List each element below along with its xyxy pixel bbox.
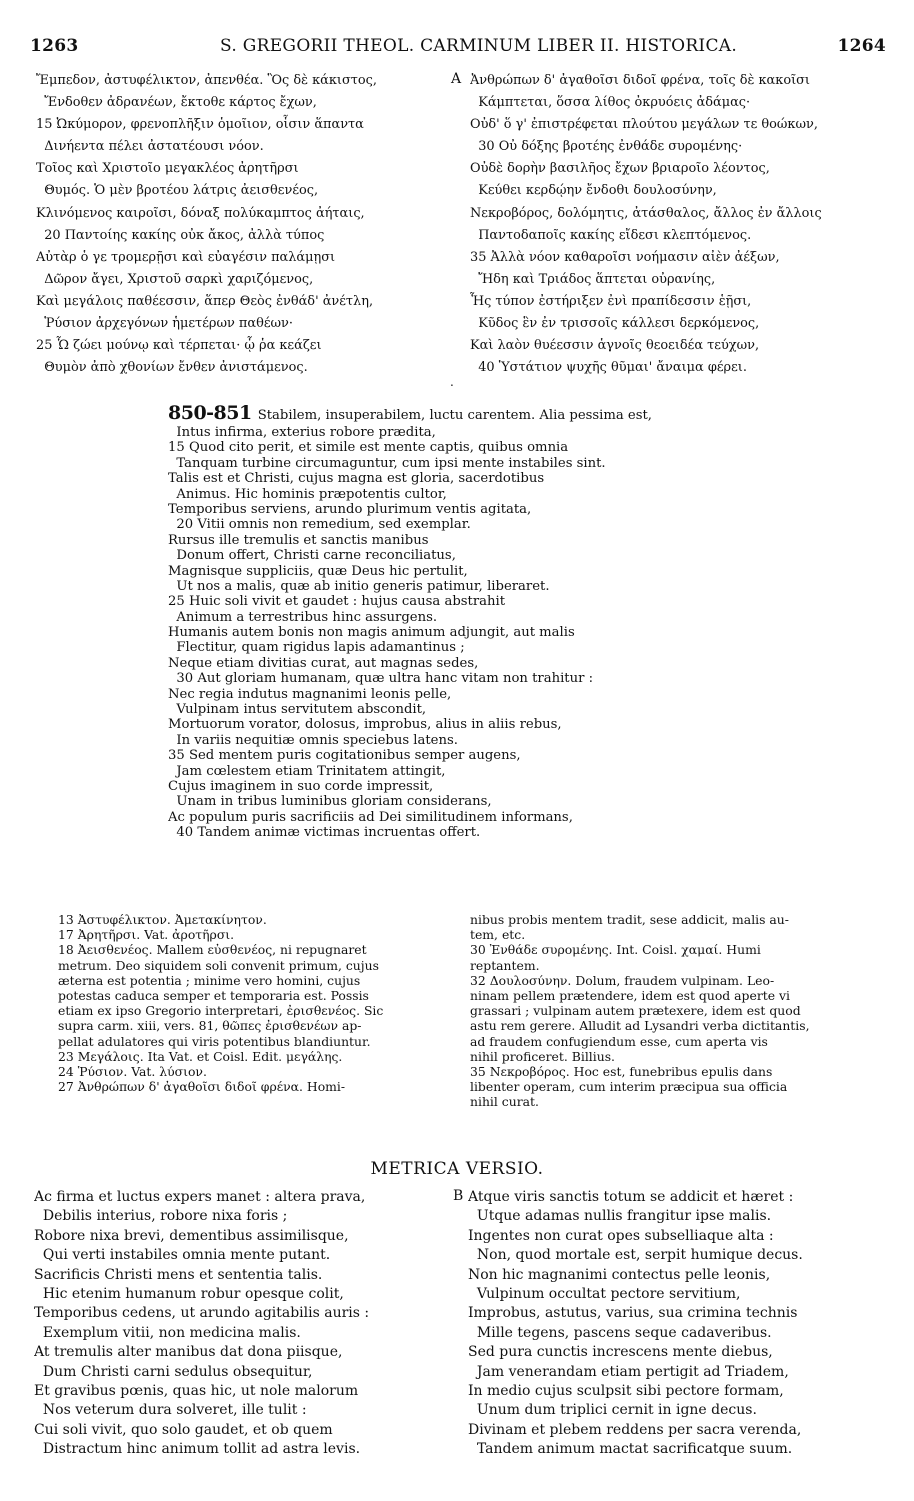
notes-column-left xyxy=(58,912,448,1094)
text-line: 30 Ἐνθάδε συρομένης. Int. Coisl. χαμαί. Humi xyxy=(470,942,761,958)
latin-translation xyxy=(168,404,888,841)
text-line: 24 Ῥύσιον. Vat. λύσιον. xyxy=(58,1063,207,1079)
text-line: Jam cœlestem etiam Trinitatem attingit, xyxy=(168,763,446,779)
latin-first-line xyxy=(168,404,888,425)
text-line: Dum Christi carni sedulus obsequitur, xyxy=(34,1363,313,1380)
section-marker-b: B xyxy=(453,1188,464,1204)
text-line: Debilis interius, robore nixa foris ; xyxy=(34,1208,288,1225)
text-line: 25 Huic soli vivit et gaudet : hujus causa abstrahit xyxy=(168,594,506,610)
text-line: Exemplum vitii, non medicina malis. xyxy=(34,1324,301,1341)
text-line: Animus. Hic hominis præpotentis cultor, xyxy=(168,486,447,502)
text-line: grassari ; vulpinam autem prætexere, idem est quod xyxy=(470,1003,801,1019)
text-line: Ἧς τύπον ἐστήριξεν ἐνὶ πραπίδεσσιν ἑῇσι, xyxy=(470,293,752,309)
text-line: Ac firma et luctus expers manet : altera prava, xyxy=(34,1189,366,1205)
text-line: Unum dum triplici cernit in igne decus. xyxy=(468,1402,757,1419)
text-line: 32 Δουλοσύνην. Dolum, fraudem vulpinam. Leo- xyxy=(470,972,775,988)
text-line: metrum. Deo siquidem soli convenit primum, cujus xyxy=(58,957,379,973)
text-line: Temporibus serviens, arundo plurimum ventis agitata, xyxy=(168,501,532,517)
text-line: Atque viris sanctis totum se addicit et hæret : xyxy=(468,1189,794,1205)
latin-lines xyxy=(168,425,888,841)
metrica-column-right xyxy=(468,1188,898,1459)
text-line: Mille tegens, pascens seque cadaveribus. xyxy=(468,1324,772,1341)
running-title: S. GREGORII THEOL. CARMINUM LIBER II. HISTORICA. xyxy=(220,36,738,56)
text-line: 23 Μεγάλοις. Ita Vat. et Coisl. Edit. μεγάλης. xyxy=(58,1048,343,1064)
text-line: 25 Ὧ ζώει μούνῳ καὶ τέρπεται· ᾧ ῥα κεάζει xyxy=(36,338,322,354)
text-line: nihil proficeret. Billius. xyxy=(470,1048,615,1064)
text-line: ad fraudem confugiendum esse, cum aperta vis xyxy=(470,1033,768,1049)
text-line: Κῦδος ἓν ἐν τρισσοῖς κάλλεσι δερκόμενος, xyxy=(470,316,760,332)
text-line: Cujus imaginem in suo corde impressit, xyxy=(168,778,434,794)
text-line: 35 Νεκροβόρος. Hoc est, funebribus epulis dans xyxy=(470,1063,773,1079)
text-line: 30 Aut gloriam humanam, quæ ultra hanc vitam non trahitur : xyxy=(168,671,594,687)
text-line: potestas caduca semper et temporaria est. Possis xyxy=(58,987,369,1003)
text-line: Παντοδαποῖς κακίης εἴδεσι κλεπτόμενος. xyxy=(470,227,752,243)
text-line: pellat adulatores qui viris potentibus blandiuntur. xyxy=(58,1033,371,1049)
text-line: In medio cujus sculpsit sibi pectore formam, xyxy=(468,1382,784,1399)
text-line: Κάμπτεται, ὅσσα λίθος ὀκρυόεις ἀδάμας· xyxy=(470,95,751,111)
text-line: Magnisque suppliciis, quæ Deus hic pertulit, xyxy=(168,563,468,579)
section-marker-a: A xyxy=(451,71,462,87)
text-line: Καὶ μεγάλοις παθέεσσιν, ἅπερ Θεὸς ἐνθάδ' ἀνέτλη, xyxy=(36,293,374,309)
text-line: Donum offert, Christi carne reconciliatus, xyxy=(168,548,456,564)
text-line: Οὐδὲ δορὴν βασιλῆος ἔχων βριαροῖο λέοντος, xyxy=(470,161,770,177)
text-line: Robore nixa brevi, dementibus assimilisque, xyxy=(34,1227,349,1244)
text-line: Talis est et Christi, cujus magna est gloria, sacerdotibus xyxy=(168,471,545,487)
text-line: Mortuorum vorator, dolosus, improbus, alius in aliis rebus, xyxy=(168,717,562,733)
text-line: Qui verti instabiles omnia mente putant. xyxy=(34,1247,331,1264)
text-line: Vulpinum occultat pectore servitium, xyxy=(468,1285,741,1302)
text-line: 35 Ἀλλὰ νόον καθαροῖσι νοήμασιν αἰὲν ἀέξων, xyxy=(470,249,780,265)
text-line: Δῶρον ἄγει, Χριστοῦ σαρκὶ χαριζόμενος, xyxy=(36,271,314,287)
text-line: 30 Οὐ δόξης βροτέης ἐνθάδε συρομένης· xyxy=(470,139,743,155)
greek-column-left xyxy=(36,70,446,379)
text-line: At tremulis alter manibus dat dona piisque, xyxy=(34,1344,343,1361)
text-line: 27 Ἀνθρώπων δ' ἀγαθοῖσι διδοῖ φρένα. Homi- xyxy=(58,1079,346,1095)
text-line: nihil curat. xyxy=(470,1094,539,1110)
text-line: Οὐδ' ὅ γ' ἐπιστρέφεται πλούτου μεγάλων τε θοώκων, xyxy=(470,117,818,133)
text-line: 40 Ὑστάτιον ψυχῆς θῦμαι' ἄναιμα φέρει. xyxy=(470,360,747,376)
text-line: Δινήεντα πέλει ἀστατέουσι νόον. xyxy=(36,139,264,155)
text-line: Distractum hinc animum tollit ad astra levis. xyxy=(34,1441,361,1458)
text-line: 15 Quod cito perit, et simile est mente captis, quibus omnia xyxy=(168,440,569,456)
text-line: Sacrificis Christi mens et sententia talis. xyxy=(34,1266,323,1283)
text-line: Divinam et plebem reddens per sacra verenda, xyxy=(468,1421,802,1438)
column-number: 850-851 xyxy=(168,402,252,424)
text-line: libenter operam, cum interim præcipua sua officia xyxy=(470,1079,788,1095)
text-line: 20 Vitii omnis non remedium, sed exemplar. xyxy=(168,517,471,533)
text-line: Ἔνδοθεν ἀδρανέων, ἔκτοθε κάρτος ἔχων, xyxy=(36,95,317,111)
text-line: 20 Παντοίης κακίης οὐκ ἄκος, ἀλλὰ τύπος xyxy=(36,227,325,243)
text-line: 35 Sed mentem puris cogitationibus semper augens, xyxy=(168,748,521,764)
text-line: Neque etiam divitias curat, aut magnas sedes, xyxy=(168,655,479,671)
text-line: Hic etenim humanum robur opesque colit, xyxy=(34,1285,344,1302)
text-line: Ἀνθρώπων δ' ἀγαθοῖσι διδοῖ φρένα, τοῖς δὲ κακοῖσι xyxy=(470,73,810,88)
text-line: Αὐτὰρ ὁ γε τρομερῇσι καὶ εὐαγέσιν παλάμῃσι xyxy=(36,249,336,265)
greek-end-dot: . xyxy=(450,375,454,389)
text-line: Κεύθει κερδῴην ἔνδοθι δουλοσύνην, xyxy=(470,183,717,199)
text-line: Animum a terrestribus hinc assurgens. xyxy=(168,609,438,625)
text-line: Temporibus cedens, ut arundo agitabilis auris : xyxy=(34,1305,370,1322)
text-line: Flectitur, quam rigidus lapis adamantinus ; xyxy=(168,640,465,656)
text-line: Nos veterum dura solveret, ille tulit : xyxy=(34,1402,307,1419)
text-line: Vulpinam intus servitutem abscondit, xyxy=(168,702,427,718)
text-line: Sed pura cunctis increscens mente diebus, xyxy=(468,1344,773,1361)
notes-column-right xyxy=(470,912,890,1109)
text-line: Ἤδη καὶ Τριάδος ἅπτεται οὐρανίης, xyxy=(470,271,716,287)
text-line: Nec regia indutus magnanimi leonis pelle, xyxy=(168,686,452,702)
text-line: tem, etc. xyxy=(470,927,526,943)
text-line: Θυμός. Ὁ μὲν βροτέου λάτρις ἀεισθενέος, xyxy=(36,183,319,199)
left-page-number: 1263 xyxy=(30,36,79,56)
text-line: Θυμὸν ἀπὸ χθονίων ἔνθεν ἀνιστάμενος. xyxy=(36,360,308,376)
text-line: Et gravibus pœnis, quas hic, ut nole malorum xyxy=(34,1382,359,1399)
text-line: Rursus ille tremulis et sanctis manibus xyxy=(168,532,429,548)
text-line: æterna est potentia ; minime vero homini, cujus xyxy=(58,972,361,988)
text-line: 15 Ὠκύμορον, φρενοπλῆξιν ὁμοῖιον, οἷσιν ἅπαντα xyxy=(36,117,364,133)
text-line: reptantem. xyxy=(470,957,540,973)
text-line: supra carm. xiii, vers. 81, θῶπες ἐρισθενέων ap- xyxy=(58,1018,362,1034)
text-line: astu rem gerere. Alludit ad Lysandri verba dictitantis, xyxy=(470,1018,810,1034)
text-line: 18 Ἀεισθενέος. Mallem εὐσθενέος, ni repugnaret xyxy=(58,942,367,958)
text-line: etiam ex ipso Gregorio interpretari, ἐρισθενέος. Sic xyxy=(58,1003,384,1019)
metrica-column-left xyxy=(34,1188,444,1459)
text-line: Unam in tribus luminibus gloriam considerans, xyxy=(168,794,492,810)
text-line: Ῥύσιον ἀρχεγόνων ἡμετέρων παθέων· xyxy=(36,316,293,332)
text-line: Intus infirma, exterius robore prædita, xyxy=(168,425,436,440)
right-page-number: 1264 xyxy=(837,36,886,56)
text-line: Jam venerandam etiam pertigit ad Triadem, xyxy=(468,1363,789,1380)
metrica-versio-title: METRICA VERSIO. xyxy=(370,1159,544,1179)
text-line: nibus probis mentem tradit, sese addicit, malis au- xyxy=(470,912,789,927)
text-line: Non, quod mortale est, serpit humique decus. xyxy=(468,1247,803,1264)
text-line: In variis nequitiæ omnis speciebus latens. xyxy=(168,732,458,748)
text-line: Ut nos a malis, quæ ab initio generis patimur, liberaret. xyxy=(168,578,550,594)
text-line: 13 Ἀστυφέλικτον. Ἀμετακίνητον. xyxy=(58,912,267,927)
text-line: Τοῖος καὶ Χριστοῖο μεγακλέος ἀρητῆρσι xyxy=(36,161,299,177)
text-line: 40 Tandem animæ victimas incruentas offert. xyxy=(168,825,481,841)
text-line: Improbus, astutus, varius, sua crimina technis xyxy=(468,1305,798,1322)
text-line: Humanis autem bonis non magis animum adjungit, aut malis xyxy=(168,625,575,641)
text-line: Ac populum puris sacrificiis ad Dei similitudinem informans, xyxy=(168,809,573,825)
greek-column-right xyxy=(470,70,900,379)
text-line: Ἔμπεδον, ἀστυφέλικτον, ἀπενθέα. Ὃς δὲ κάκιστος, xyxy=(36,73,377,88)
text-line: Non hic magnanimi contectus pelle leonis, xyxy=(468,1266,771,1283)
text-line: Νεκροβόρος, δολόμητις, ἀτάσθαλος, ἄλλος ἐν ἄλλοις xyxy=(470,205,822,221)
text-line: 17 Ἀρητῆρσι. Vat. ἀροτῆρσι. xyxy=(58,927,235,943)
text-line: Cui soli vivit, quo solo gaudet, et ob quem xyxy=(34,1421,333,1438)
text-line: Κλινόμενος καιροῖσι, δόναξ πολύκαμπτος ἀήταις, xyxy=(36,205,365,221)
text-line: Ingentes non curat opes subselliaque alta : xyxy=(468,1227,774,1244)
text-line: Utque adamas nullis frangitur ipse malis. xyxy=(468,1208,772,1225)
text-line: Καὶ λαὸν θυέεσσιν ἁγνοῖς θεοειδέα τεύχων, xyxy=(470,338,760,354)
text-line: Tandem animum mactat sacrificatque suum. xyxy=(468,1441,793,1458)
text-line: ninam pellem prætendere, idem est quod aperte vi xyxy=(470,987,790,1003)
text-line: Tanquam turbine circumaguntur, cum ipsi mente instabiles sint. xyxy=(168,455,606,471)
latin-line: Stabilem, insuperabilem, luctu carentem. Alia pessima est, xyxy=(257,408,652,423)
